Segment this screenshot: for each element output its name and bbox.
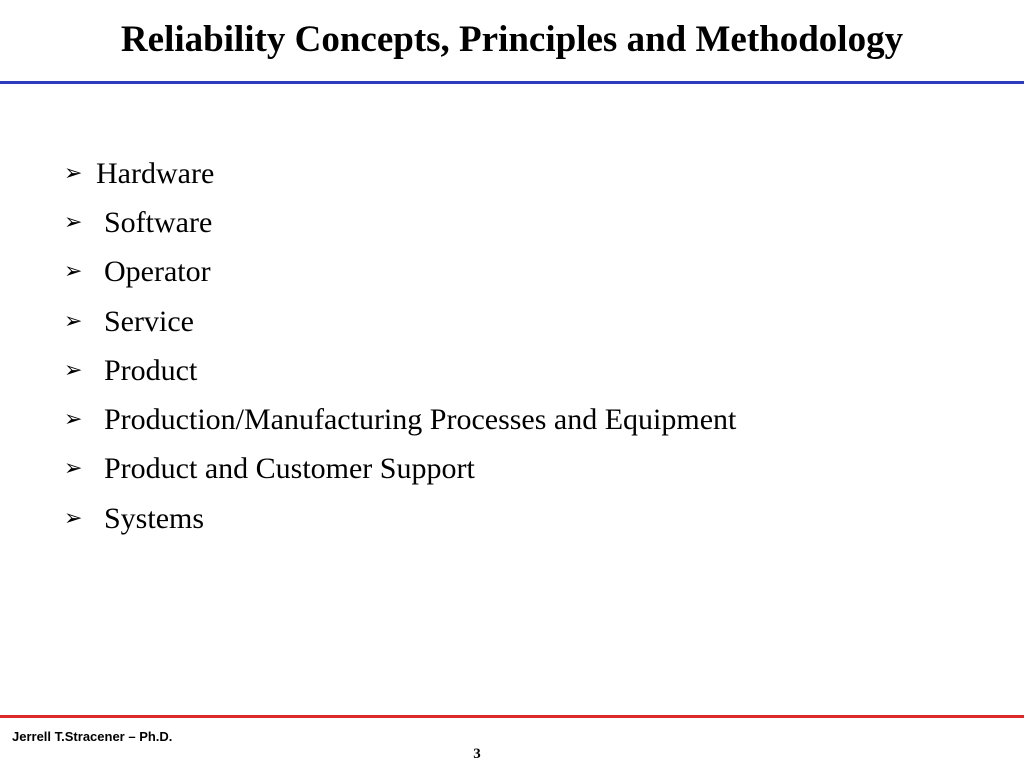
arrowhead-bullet-icon: ➢ (64, 308, 83, 334)
list-item (64, 297, 736, 346)
author-credit: Jerrell T.Stracener – Ph.D. (12, 729, 173, 744)
list-item-label: Production/Manufacturing Processes and Equipment (104, 403, 737, 437)
list-item (64, 198, 736, 247)
page-number: 3 (473, 746, 481, 762)
list-item-label: Product (104, 353, 198, 387)
arrowhead-bullet-icon: ➢ (64, 357, 83, 383)
slide-title: Reliability Concepts, Principles and Methodology (120, 19, 904, 60)
footer-divider (0, 715, 1024, 718)
list-item (64, 395, 736, 444)
list-item-label: Systems (104, 501, 205, 535)
list-item (64, 445, 736, 494)
bullet-list (64, 149, 736, 543)
title-divider (0, 81, 1024, 84)
arrowhead-bullet-icon: ➢ (64, 456, 83, 482)
list-item (64, 346, 736, 395)
list-item-label: Software (104, 205, 213, 239)
list-item (64, 494, 736, 543)
list-item-label: Operator (104, 255, 211, 289)
arrowhead-bullet-icon: ➢ (64, 259, 83, 285)
arrowhead-bullet-icon: ➢ (64, 160, 83, 186)
list-item (64, 248, 736, 297)
list-item-label: Product and Customer Support (104, 452, 475, 486)
arrowhead-bullet-icon: ➢ (64, 505, 83, 531)
list-item-label: Service (104, 304, 194, 338)
list-item-label: Hardware (96, 156, 215, 190)
arrowhead-bullet-icon: ➢ (64, 407, 83, 433)
list-item (64, 149, 736, 198)
arrowhead-bullet-icon: ➢ (64, 209, 83, 235)
